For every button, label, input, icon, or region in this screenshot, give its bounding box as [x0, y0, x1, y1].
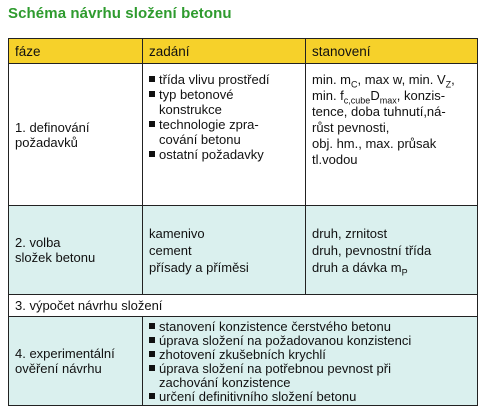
bullet-icon — [149, 121, 155, 127]
concrete-design-table — [8, 38, 478, 406]
header-phase: fáze — [9, 39, 143, 63]
phase-cell: 2. volba složek betonu — [9, 206, 143, 294]
list-item-cont: cování betonu — [159, 132, 241, 147]
table-row — [9, 64, 477, 206]
verification-cell — [143, 317, 477, 405]
list-item: třída vlivu prostředí — [149, 72, 299, 87]
list-item: technologie zpra- — [149, 117, 299, 132]
table-row — [9, 295, 477, 317]
list-item: zhotovení zkušebních krychlí — [149, 348, 471, 362]
list-item-cont: zachování konzistence — [159, 375, 291, 390]
table-row — [9, 317, 477, 405]
bullet-icon — [149, 91, 155, 97]
phase-cell: 4. experimentální ověření návrhu — [9, 317, 143, 405]
phase-cell: 1. definování požadavků — [9, 64, 143, 205]
page-title: Schéma návrhu složení betonu — [8, 5, 232, 22]
input-cell — [143, 64, 306, 205]
table-header — [9, 39, 477, 64]
list-item: stanovení konzistence čerstvého betonu — [149, 320, 471, 334]
bullet-icon — [149, 393, 155, 399]
input-cell: kamenivo cement přísady a příměsi — [143, 206, 306, 294]
bullet-icon — [149, 323, 155, 329]
header-result: stanovení — [312, 43, 371, 59]
calculation-cell: 3. výpočet návrhu složení — [15, 298, 163, 313]
table-row — [9, 206, 477, 295]
result-cell: druh, zrnitost druh, pevnostní třída druh a dávka $m_P$ — [312, 225, 432, 278]
bullet-icon — [149, 151, 155, 157]
bullet-icon — [149, 76, 155, 82]
bullet-icon — [149, 365, 155, 371]
list-item: typ betonové — [149, 87, 299, 102]
list-item: úprava složení na požadovanou konzistenci — [149, 334, 471, 348]
header-input: zadání — [143, 39, 306, 63]
list-item: ostatní požadavky — [149, 147, 299, 162]
list-item: určení definitivního složení betonu — [149, 390, 471, 404]
bullet-icon — [149, 351, 155, 357]
bullet-icon — [149, 337, 155, 343]
list-item-cont: konstrukce — [159, 102, 222, 117]
result-cell: min. $m_C$, max w, min. $V_Z$, min. $f_{c,cube}D_{max}$, konzis- tence, doba tuhnutí,ná- růst pevnosti, obj. hm., max. průsak tl.vodou — [312, 72, 455, 167]
list-item: úprava složení na potřebnou pevnost při — [149, 362, 471, 376]
